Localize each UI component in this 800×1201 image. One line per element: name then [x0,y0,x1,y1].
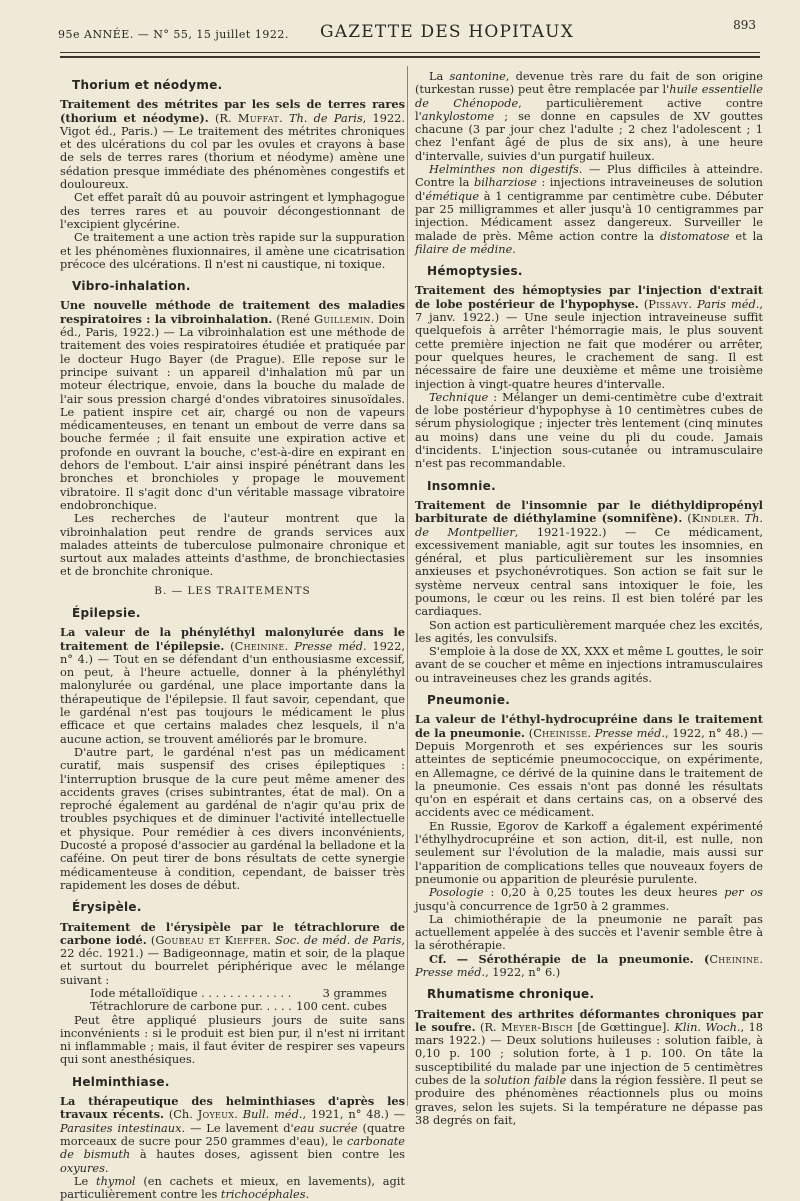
part-heading: B. — LES TRAITEMENTS [154,584,311,597]
section-heading: Érysipèle. [72,900,142,915]
author: Cheinine [234,638,285,653]
article-title: La valeur de la phényléthyl malonylurée dans le traitement de l'épilepsie. [60,625,405,653]
article-paragraph: La valeur de l'éthyl-hydrocupréine dans le traitement de la pneumonie. (Cheinisse. Presse méd., 1922, n° 48.) — Depuis Morgenroth et ses expériences sur les souris atteintes de septicémie pneumococcique, on expérimente, en Allemagne, ce dérivé de la quinine dans le traitement de la pneumonie. Ces essais n'ont pas donné les résultats qu'on en espérait et dans certains cas, on a observé des accidents avec ce médicament. [415,712,763,820]
article-paragraph: La santonine, devenue très rare du fait de son origine (turkestan russe) peut être remplacée par l'huile essentielle de Chénopode, particulièrement active contre l'ankylostome ; se donne en capsules de XV gouttes chacune (3 par jour chez l'adulte ; 2 chez l'adolescent ; 1 chez l'enfant âgé de plus de six ans), à une heure d'intervalle, suivies d'un purgatif huileux. [415,69,763,163]
right-column [415,70,763,1127]
author: Pissavy [648,296,689,311]
article-title: Une nouvelle méthode de traitement des maladies respiratoires : la vibroinhalation. [60,298,405,326]
article-paragraph: En Russie, Egorov de Karkoff a également expérimenté l'éthylhydrocupréine et son action, dit-il, est nulle, non seulement sur l'évolution de la maladie, mais aussi sur l'apparition de complications telles que nouveaux foyers de pneumonie ou apparition de pleurésie purulente. [415,818,763,886]
article-title: Traitement des métrites par les sels de terres rares (thorium et néodyme). [60,97,405,125]
author: Goubeau et Kieffer [155,932,268,947]
section-heading: Pneumonie. [427,693,511,708]
article-paragraph: Cet effet paraît dû au pouvoir astringent et lymphagogue des terres rares et au pouvoir décongestionnant de l'excipient glycérine. [60,190,405,231]
article-paragraph: Son action est particulièrement marquée chez les excités, les agités, les convulsifs. [415,617,763,645]
section-heading: Rhumatisme chronique. [427,987,595,1002]
column-separator [407,66,408,1106]
article-title: Traitement des hémoptysies par l'injection d'extrait de lobe postérieur de l'hypophyse. [415,283,763,311]
section-heading: Insomnie. [427,478,496,493]
left-column [60,70,405,1201]
author: Meyer-Bisch [501,1019,573,1034]
section-heading: Épilepsie. [72,605,141,620]
article-paragraph: Peut être appliqué plusieurs jours de suite sans inconvénients : si le produit est bien pur, il n'est ni irritant ni inflammable ; mais, il faut éviter de respirer ses vapeurs qui sont anesthésiques. [60,1012,405,1067]
source: Th. de Paris [288,110,363,125]
author: Guillemin [314,311,371,326]
cf-reference: Cf. — Sérothérapie de la pneumonie. (Cheinine. Presse méd., 1922, n° 6.) [415,951,763,979]
formula-line: Iode métalloïdique . . . . . . . . . . . . . 3 grammes [90,986,387,1000]
source: Presse méd. [594,725,666,740]
article-paragraph: Le thymol (en cachets et mieux, en lavements), agit particulièrement contre les trichocéphales. [60,1173,405,1201]
article-title: La valeur de l'éthyl-hydrocupréine dans le traitement de la pneumonie. [415,712,763,740]
section-heading: Hémoptysies. [427,264,523,279]
article-paragraph: Les recherches de l'auteur montrent que la vibroinhalation peut rendre de grands services aux malades atteints de tuberculose pulmonaire chronique et surtout aux malades atteints d'asthme, de bronchiectasies et de bronchite chronique. [60,511,405,579]
article-paragraph: Traitement de l'érysipèle par le tétrachlorure de carbone iodé. (Goubeau et Kieffer. Soc. de méd. de Paris, 22 déc. 1921.) — Badigeonnage, matin et soir, de la plaque et surtout du bourrelet périphérique avec le mélange suivant : [60,919,406,987]
author: Cheinisse [533,725,588,740]
article-paragraph: La chimiothérapie de la pneumonie ne paraît pas actuellement appelée à des succès et l'avenir semble être à la sérothérapie. [415,911,763,953]
article-title: Traitement des arthrites déformantes chroniques par le soufre. [415,1006,763,1034]
source: Paris méd. [697,296,760,311]
article-title: Traitement de l'insomnie par le diéthyldipropényl barbiturate de diéthylamine (somnifène). [415,497,763,526]
article-paragraph: Helminthes non digestifs. — Plus difficiles à atteindre. Contre la bilharziose : injections intraveineuses de solution d'émétique à 1 centigramme par centimètre cube. Débuter par 25 milligrammes et aller jusqu'à 10 centigrammes par injection. Médicament assez dangereux. Surveiller le malade de près. Même action contre la distomatose et la filaire de médine. [415,162,763,256]
author: Joyeux [197,1107,235,1122]
article-paragraph: Traitement des métrites par les sels de terres rares (thorium et néodyme). (R. Muffat. Th. de Paris, 1922. Vigot éd., Paris.) — Le traitement des métrites chroniques et des ulcérations du col par les ovules et crayons à base de sels de terres rares (thorium et néodyme) amène une sédation presque immédiate des phénomènes congestifs et douloureux. [60,97,406,192]
page-header [58,18,762,44]
page-number: 893 [733,18,756,32]
section-heading: Thorium et néodyme. [72,78,223,92]
article-paragraph: Posologie : 0,20 à 0,25 toutes les deux heures per os jusqu'à concurrence de 1gr50 à 2 grammes. [415,885,764,913]
article-title: La thérapeutique des helminthiases d'après les travaux récents. [60,1094,405,1122]
header-rule [60,52,760,53]
source: Soc. de méd. de Paris [275,932,402,947]
section-heading: Vibro-inhalation. [72,279,191,294]
issue-line: 95e ANNÉE. — N° 55, 15 juillet 1922. [58,28,289,41]
source: Klin. Woch. [674,1019,741,1034]
article-paragraph: Traitement de l'insomnie par le diéthyldipropényl barbiturate de diéthylamine (somnifène). (Kindler. Th. de Montpellier, 1921-1922.) — Ce médicament, excessivement maniable, agit sur toutes les insomnies, en général, et plus particulièrement sur les insomnies anxieuses et psychonévrotiques. Son action se fait sur le système nerveux central sans intoxiquer le foie, les poumons, le cœur ou les reins. Il est bien toléré par les cardiaques. [415,497,763,619]
author: Kindler [691,511,737,526]
article-paragraph: Traitement des hémoptysies par l'injection d'extrait de lobe postérieur de l'hypophyse. (Pissavy. Paris méd., 7 janv. 1922.) — Une seule injection intraveineuse suffit quelquefois à arrêter l'hémorragie mais, le plus souvent cette première injection ne fait que modérer ou arrêter, pour quelques heures, le crachement de sang. Il est nécessaire de faire une deuxième et même une troisième injection à vingt-quatre heures d'intervalle. [415,283,763,391]
header-rule-thick [60,56,760,58]
article-paragraph: S'emploie à la dose de XX, XXX et même L gouttes, le soir avant de se coucher et même en injections intramusculaires ou intraveineuses chez les grands agités. [415,644,763,685]
article-paragraph: D'autre part, le gardénal n'est pas un médicament curatif, mais suspensif des crises épileptiques : l'interruption brusque de la cure peut même amener des accidents graves (crises subintrantes, état de mal). On a reproché également au gardénal de n'agir qu'au prix de troubles psychiques et de diminuer l'activité intellectuelle et physique. Pour remédier à ces divers inconvénients, Ducosté a proposé d'associer au gardénal la belladone et la caféine. On peut tirer de bons résultats de cette synergie médicamenteuse à condition, cependant, de baisser très rapidement les doses de début. [60,744,405,892]
article-title: Traitement de l'érysipèle par le tétrachlorure de carbone iodé. [60,919,405,947]
author: Muffat [237,110,280,125]
article-paragraph: La valeur de la phényléthyl malonylurée dans le traitement de l'épilepsie. (Cheinine. Presse méd. 1922, n° 4.) — Tout en se défendant d'un enthousiasme excessif, on peut, à l'heure actuelle, donner à la phényléthyl malonylurée ou gardénal, une place importante dans la thérapeutique de l'épilepsie. Il faut savoir, cependant, que le gardénal n'est pas toujours le médicament le plus efficace et que certains malades chez lesquels, il n'a aucune action, se trouvent améliorés par le bromure. [60,625,405,746]
article-paragraph: Technique : Mélanger un demi-centimètre cube d'extrait de lobe postérieur d'hypophyse à 10 centimètres cubes de sérum physiologique ; injecter très lentement (cinq minutes au moins) dans une veine du pli du coude. Jamais d'incidents. L'injection sous-cutanée ou intramusculaire n'est pas recommandable. [415,389,763,471]
section-heading: Helminthiase. [72,1074,170,1089]
journal-title: GAZETTE DES HOPITAUX [320,22,575,42]
formula-line: Tétrachlorure de carbone pur. . . . . 100 cent. cubes [90,999,387,1014]
article-paragraph: Ce traitement a une action très rapide sur la suppuration et les phénomènes fluxionnaires, il amène une cicatrisation précoce des ulcérations. Il n'est ni caustique, ni toxique. [60,230,405,271]
source: Presse méd. [294,638,367,653]
source: Th. de Montpellier [415,511,763,539]
article-paragraph: La thérapeutique des helminthiases d'après les travaux récents. (Ch. Joyeux. Bull. méd., 1921, n° 48.) — Parasites intestinaux. — Le lavement d'eau sucrée (quatre morceaux de sucre pour 250 grammes d'eau), le carbonate de bismuth à hautes doses, agissent bien contre les oxyures. [60,1094,405,1175]
article-paragraph: Traitement des arthrites déformantes chroniques par le soufre. (R. Meyer-Bisch [de Gœttingue]. Klin. Woch., 18 mars 1922.) — Deux solutions huileuses : solution faible, à 0,10 p. 100 ; solution forte, à 1 p. 100. On tâte la susceptibilité du malade par une injection de 5 centimètres cubes de la solution faible dans la région fessière. Il peut se produire des phénomènes réactionnels plus ou moins graves, selon les sujets. Si la température ne dépasse pas 38 degrés on fait, [415,1006,764,1127]
article-paragraph: Une nouvelle méthode de traitement des maladies respiratoires : la vibroinhalation. (René Guillemin. Doin éd., Paris, 1922.) — La vibroinhalation est une méthode de traitement des voies respiratoires étudiée et pratiquée par le docteur Hugo Bayer (de Prague). Elle repose sur le principe suivant : un appareil d'inhalation mû par un moteur électrique, envoie, dans la bouche du malade de l'air sous pression chargé d'ondes vibratoires sinusoïdales. Le patient inspire cet air, chargé ou non de vapeurs médicamenteuses, en tenant un embout de verre dans sa bouche fermée ; il fait ensuite une expiration active et profonde en ouvrant la bouche, c'est-à-dire en expirant en dehors de l'embout. L'air ainsi inspiré pénétrant dans les bronches et bronchioles y propage le mouvement vibratoire. Il s'agit donc d'un véritable massage vibratoire endobronchique. [60,298,405,512]
